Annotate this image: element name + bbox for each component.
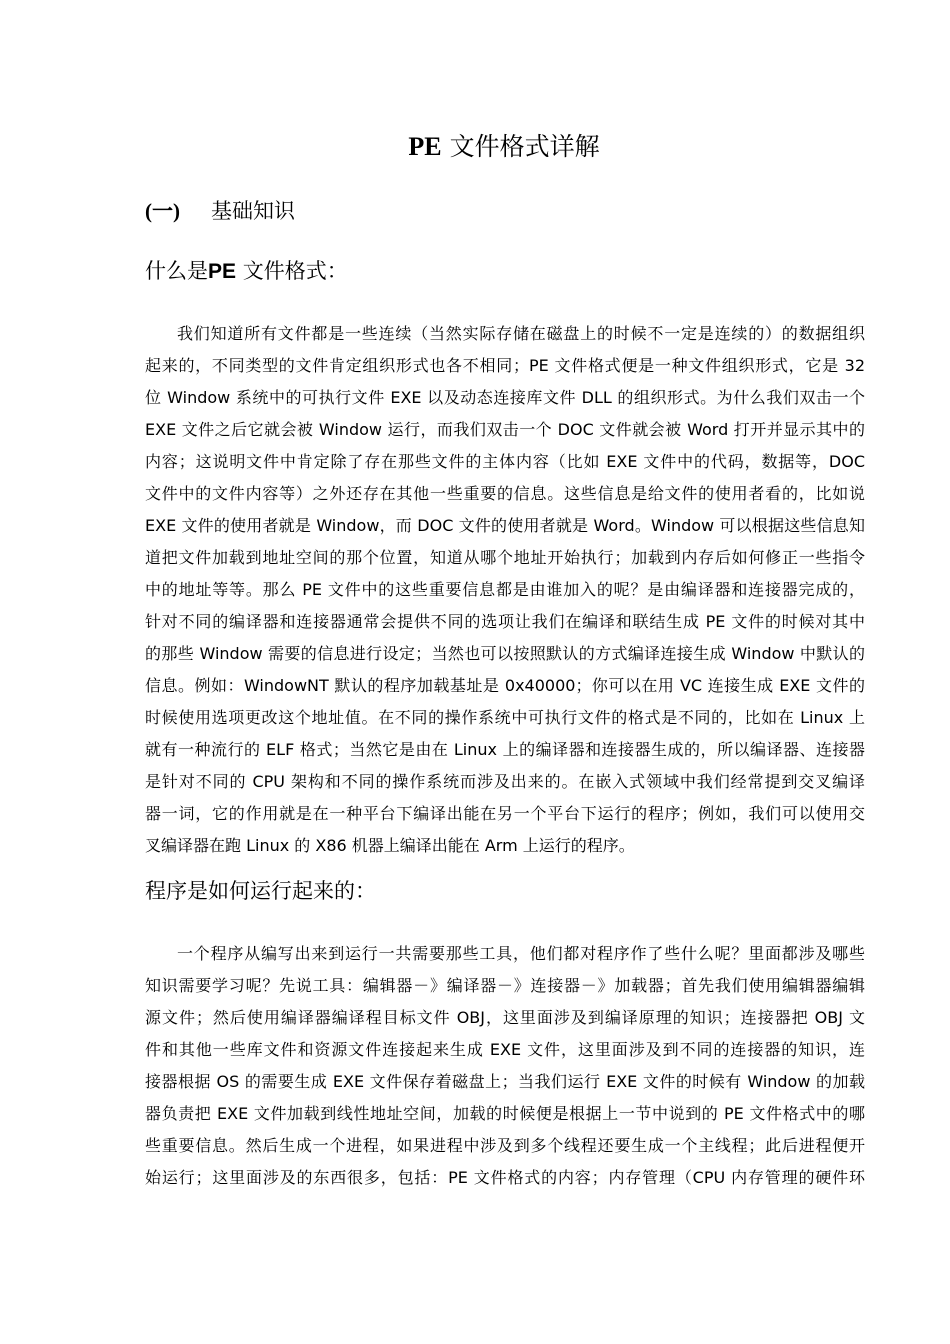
paragraph-line: 我们知道所有文件都是一些连续（当然实际存储在磁盘上的时候不一定是连续的）的数据组织 [177, 324, 865, 343]
section-label: 基础知识 [211, 199, 295, 223]
paragraph-line: 器一词，它的作用就是在一种平台下编译出能在另一个平台下运行的程序；例如，我们可以使用交 [145, 804, 865, 823]
paragraph-line: EXE 文件之后它就会被 Window 运行，而我们双击一个 DOC 文件就会被 Word 打开并显示其中的 [145, 420, 865, 439]
paragraph-line: EXE 文件的使用者就是 Window，而 DOC 文件的使用者就是 Word。Window 可以根据这些信息知 [145, 516, 865, 535]
heading-pe-bold: PE [208, 260, 237, 283]
section-number: (一) [145, 199, 180, 223]
paragraph-line: 些重要信息。然后生成一个进程，如果进程中涉及到多个线程还要生成一个主线程；此后进程便开 [145, 1136, 865, 1155]
paragraph-line: 源文件；然后使用编译器编译程目标文件 OBJ，这里面涉及到编译原理的知识；连接器把 OBJ 文 [145, 1008, 865, 1027]
paragraph-line: 时候使用选项更改这个地址值。在不同的操作系统中可执行文件的格式是不同的，比如在 Linux 上 [145, 708, 865, 727]
paragraph-pe-intro [145, 318, 865, 862]
paragraph-line: 是针对不同的 CPU 架构和不同的操作系统而涉及出来的。在嵌入式领域中我们经常提到交叉编译 [145, 772, 865, 791]
paragraph-line: 文件中的文件内容等）之外还存在其他一些重要的信息。这些信息是给文件的使用者看的，比如说 [145, 484, 865, 503]
paragraph-line: 中的地址等等。那么 PE 文件中的这些重要信息都是由谁加入的呢？是由编译器和连接器完成的， [145, 580, 865, 599]
paragraph-line: 起来的，不同类型的文件肯定组织形式也各不相同；PE 文件格式便是一种文件组织形式，它是 32 [145, 356, 865, 375]
heading-how-program-runs: 程序是如何运行起来的： [145, 879, 376, 903]
paragraph-line: 一个程序从编写出来到运行一共需要那些工具，他们都对程序作了些什么呢？里面都涉及哪些 [177, 944, 865, 963]
title-pe: PE [408, 132, 442, 161]
paragraph-line: 道把文件加载到地址空间的那个位置，知道从哪个地址开始执行；加载到内存后如何修正一些指令 [145, 548, 865, 567]
section-heading-basics [145, 196, 295, 226]
paragraph-line: 位 Window 系统中的可执行文件 EXE 以及动态连接库文件 DLL 的组织形式。为什么我们双击一个 [145, 388, 865, 407]
paragraph-line: 内容；这说明文件中肯定除了存在那些文件的主体内容（比如 EXE 文件中的代码，数据等，DOC [145, 452, 865, 471]
document-title [0, 130, 950, 164]
heading-pe-pre: 什么是 [145, 259, 208, 283]
paragraph-line: 叉编译器在跑 Linux 的 X86 机器上编译出能在 Arm 上运行的程序。 [145, 836, 635, 855]
paragraph-program-run [145, 938, 865, 1194]
paragraph-line: 的那些 Window 需要的信息进行设定；当然也可以按照默认的方式编译连接生成 Window 中默认的 [145, 644, 865, 663]
heading-pe-post: 文件格式： [242, 259, 348, 283]
paragraph-line: 接器根据 OS 的需要生成 EXE 文件保存着磁盘上；当我们运行 EXE 文件的时候有 Window 的加载 [145, 1072, 865, 1091]
heading-what-is-pe [145, 256, 348, 287]
paragraph-line: 知识需要学习呢？先说工具：编辑器－》编译器－》连接器－》加载器；首先我们使用编辑器编辑 [145, 976, 865, 995]
paragraph-line: 始运行；这里面涉及的东西很多，包括：PE 文件格式的内容；内存管理（CPU 内存管理的硬件环 [145, 1168, 865, 1187]
paragraph-line: 件和其他一些库文件和资源文件连接起来生成 EXE 文件，这里面涉及到不同的连接器的知识，连 [145, 1040, 865, 1059]
paragraph-line: 信息。例如：WindowNT 默认的程序加载基址是 0x40000；你可以在用 VC 连接生成 EXE 文件的 [145, 676, 865, 695]
title-text: 文件格式详解 [449, 132, 600, 161]
paragraph-line: 就有一种流行的 ELF 格式；当然它是由在 Linux 上的编译器和连接器生成的，所以编译器、连接器 [145, 740, 865, 759]
paragraph-line: 针对不同的编译器和连接器通常会提供不同的选项让我们在编译和联结生成 PE 文件的时候对其中 [145, 612, 865, 631]
paragraph-line: 器负责把 EXE 文件加载到线性地址空间，加载的时候便是根据上一节中说到的 PE 文件格式中的哪 [145, 1104, 865, 1123]
